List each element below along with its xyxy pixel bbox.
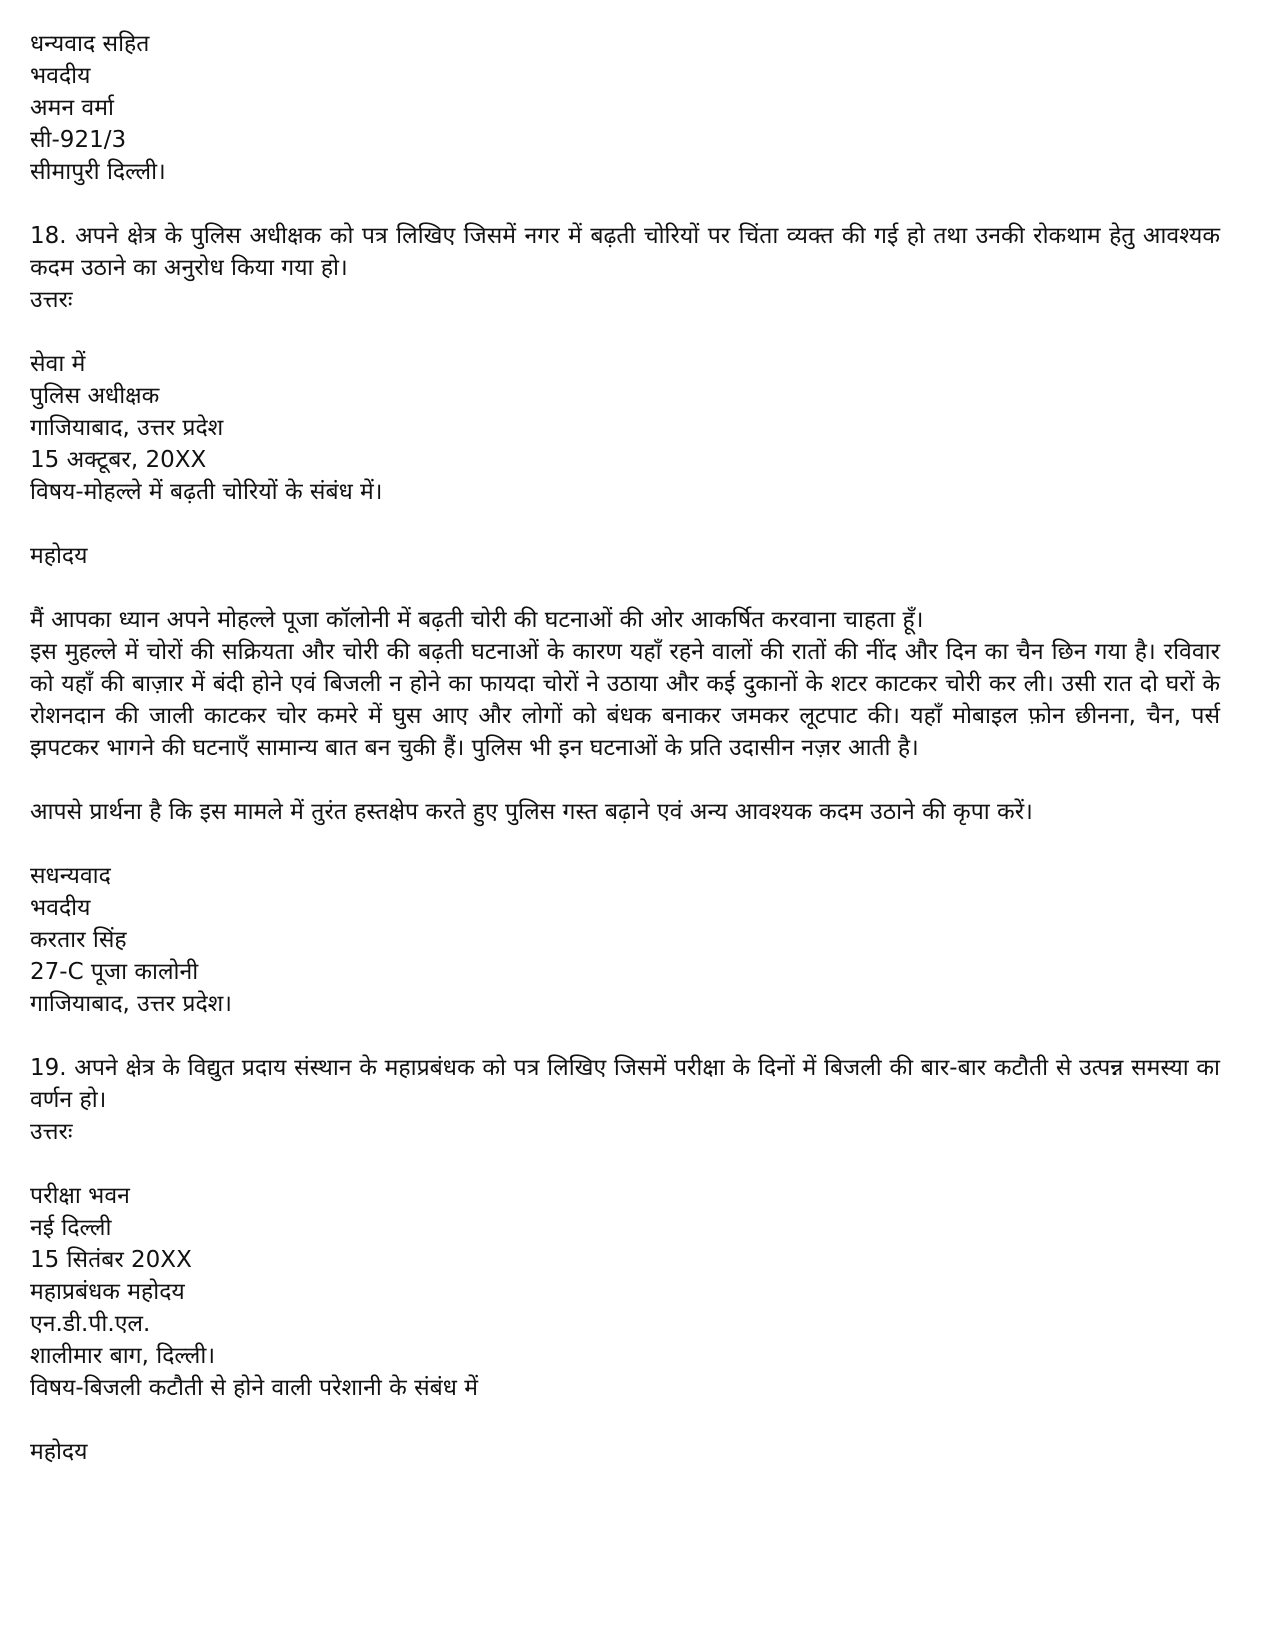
address-line: पुलिस अधीक्षक [30, 383, 160, 409]
address-line: शालीमार बाग, दिल्ली। [30, 1343, 216, 1369]
spacer [30, 828, 1220, 860]
sender-and-recipient-address [30, 1180, 1220, 1404]
spacer [30, 316, 1220, 348]
letter-date: 15 अक्टूबर, 20XX [30, 447, 207, 473]
sender-address-line: गाजियाबाद, उत्तर प्रदेश। [30, 991, 233, 1017]
sender-name: करतार सिंह [30, 927, 127, 953]
address-line: नई दिल्ली [30, 1215, 112, 1241]
closing-line: भवदीय [30, 63, 91, 89]
sender-address-line: सी-921/3 [30, 127, 127, 153]
body-paragraph: इस मुहल्ले में चोरों की सक्रियता और चोरी की बढ़ती घटनाओं के कारण यहाँ रहने वालों की रातों की नींद और दिन का चैन छिन गया है। रविवार को यहाँ की बाज़ार में बंदी होने एवं बिजली न होने का फायदा चोरों ने उठाया और कई दुकानों के शटर काटकर चोरी कर ली। उसी रात दो घरों के रोशनदान की जाली काटकर चोर कमरे में घुस आए और लोगों को बंधक बनाकर जमकर लूटपाट की। यहाँ मोबाइल फ़ोन छीनना, चैन, पर्स झपटकर भागने की घटनाएँ सामान्य बात बन चुकी हैं। पुलिस भी इन घटनाओं के प्रति उदासीन नज़र आती है। [30, 639, 1220, 761]
closing-line: भवदीय [30, 895, 91, 921]
previous-letter-closing [30, 28, 1220, 188]
spacer [30, 1404, 1220, 1436]
question-19 [30, 1052, 1220, 1468]
sender-address-line: सीमापुरी दिल्ली। [30, 159, 166, 185]
address-line: महाप्रबंधक महोदय [30, 1279, 185, 1305]
question-text: 19. अपने क्षेत्र के विद्युत प्रदाय संस्थान के महाप्रबंधक को पत्र लिखिए जिसमें परीक्षा के दिनों में बिजली की बार-बार कटौती से उत्पन्न समस्या का वर्णन हो। [30, 1055, 1220, 1113]
body-paragraph-request: आपसे प्रार्थना है कि इस मामले में तुरंत हस्तक्षेप करते हुए पुलिस गस्त बढ़ाने एवं अन्य आवश्यक कदम उठाने की कृपा करें। [30, 799, 1033, 825]
letter-date: 15 सितंबर 20XX [30, 1247, 192, 1273]
closing-line: सधन्यवाद [30, 863, 111, 889]
body-paragraph-intro: मैं आपका ध्यान अपने मोहल्ले पूजा कॉलोनी में बढ़ती चोरी की घटनाओं की ओर आकर्षित करवाना चाहता हूँ। [30, 607, 924, 633]
address-line: एन.डी.पी.एल. [30, 1311, 151, 1337]
spacer [30, 572, 1220, 604]
recipient-address [30, 348, 1220, 508]
answer-label: उत्तरः [30, 1119, 73, 1145]
sender-name: अमन वर्मा [30, 95, 114, 121]
question-18 [30, 220, 1220, 1020]
address-line: सेवा में [30, 351, 86, 377]
closing-line: धन्यवाद सहित [30, 31, 150, 57]
sender-address-line: 27-C पूजा कालोनी [30, 959, 199, 985]
question-text: 18. अपने क्षेत्र के पुलिस अधीक्षक को पत्र लिखिए जिसमें नगर में बढ़ती चोरियों पर चिंता व्यक्त की गई हो तथा उनकी रोकथाम हेतु आवश्यक कदम उठाने का अनुरोध किया गया हो। [30, 223, 1220, 281]
answer-label: उत्तरः [30, 287, 73, 313]
spacer [30, 508, 1220, 540]
document-page [30, 28, 1220, 1468]
salutation: महोदय [30, 543, 88, 569]
letter-body [30, 604, 1220, 828]
letter-subject: विषय-मोहल्ले में बढ़ती चोरियों के संबंध में। [30, 479, 383, 505]
spacer [30, 764, 1220, 796]
spacer [30, 1148, 1220, 1180]
spacer [30, 1020, 1220, 1052]
letter-closing [30, 860, 1220, 1020]
salutation: महोदय [30, 1439, 88, 1465]
letter-subject: विषय-बिजली कटौती से होने वाली परेशानी के संबंध में [30, 1375, 478, 1401]
address-line: गाजियाबाद, उत्तर प्रदेश [30, 415, 224, 441]
spacer [30, 188, 1220, 220]
address-line: परीक्षा भवन [30, 1183, 130, 1209]
